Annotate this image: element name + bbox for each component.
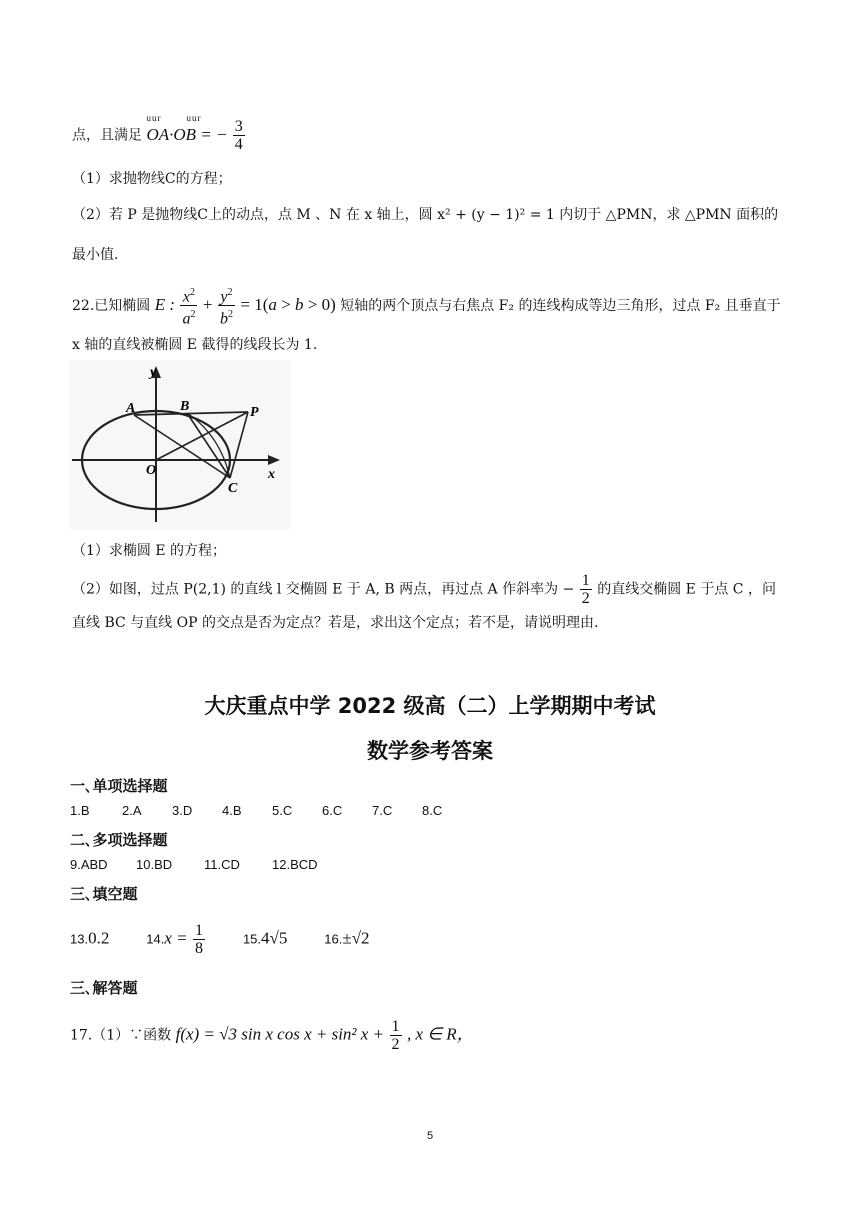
fraction-denominator: 2	[391, 1036, 400, 1053]
multi-answer: 9.ABD	[70, 857, 108, 872]
q21-condition-line	[72, 112, 246, 153]
q21-dot-product: OA·OB = −	[146, 124, 228, 144]
fill-16-value: ±√2	[342, 928, 370, 948]
mc-answer: 5.C	[272, 803, 293, 818]
section-solutions: 三､解答题	[70, 979, 138, 997]
fraction-y2-b2: $\frac{y^2}{b^2}$	[218, 284, 235, 328]
section-fill-blank: 三､填空题	[70, 885, 138, 903]
multi-answer: 10.BD	[136, 857, 173, 872]
fraction-three-quarters	[233, 118, 245, 153]
fraction-x2-a2: $\frac{x^2}{a^2}$	[180, 284, 197, 328]
q21-condition-prefix: 点，且满足	[72, 127, 142, 144]
section-single-choice: 一､单项选择题	[70, 777, 168, 795]
q21-vector-equation	[146, 112, 231, 144]
fraction-one-half	[390, 1018, 402, 1053]
q22-line2: x 轴的直线被椭圆 E 截得的线段长为 1.	[72, 337, 318, 353]
fraction-numerator: 3	[234, 118, 243, 135]
line-AP	[134, 412, 248, 415]
label-y: y	[150, 365, 157, 380]
mc-answer: 1.B	[70, 803, 90, 818]
answer-key-title: 大庆重点中学 2022 级高（二）上学期期中考试	[204, 694, 656, 718]
line-OP	[156, 412, 248, 460]
fill-15-label: 15.	[242, 931, 262, 947]
line-BC	[187, 413, 230, 478]
page-number: 5	[426, 1130, 434, 1142]
answer-key-subtitle: 数学参考答案	[367, 739, 493, 763]
fraction-numerator: 1	[581, 572, 590, 589]
fraction-one-eighth	[193, 922, 205, 957]
label-B: B	[180, 399, 190, 414]
multi-answer: 11.CD	[204, 857, 240, 872]
fill-15-value: 4√5	[261, 928, 288, 948]
q21-part1: （1）求抛物线C的方程；	[72, 171, 232, 187]
label-C: C	[228, 481, 238, 496]
q22-part1: （1）求椭圆 E 的方程；	[72, 543, 227, 559]
vector-mark-a: uur	[146, 112, 162, 123]
label-O: O	[146, 463, 157, 478]
q22-part2-line1	[72, 572, 776, 607]
q22-suffix: 短轴的两个顶点与右焦点 F₂ 的连线构成等边三角形，过点 F₂ 且垂直于	[340, 297, 781, 314]
q22-part2-text-b: 的直线交椭圆 E 于点 C ，问	[597, 581, 776, 598]
ellipse-figure	[70, 360, 290, 530]
label-x: x	[268, 467, 275, 482]
mc-answer: 6.C	[322, 803, 343, 818]
section-multi-choice: 二､多项选择题	[70, 831, 168, 849]
fraction-denominator: 2	[581, 590, 590, 607]
fill-16-label: 16.	[324, 931, 343, 947]
fill-14-value: x =	[164, 928, 188, 948]
multi-answer: 12.BCD	[272, 857, 318, 872]
fill-answers	[70, 922, 370, 957]
q17-suffix: , x ∈ R，	[406, 1024, 474, 1044]
q21-part2-line1: （2）若 P 是抛物线C上的动点，点 M 、N 在 x 轴上，圆 x² + (y − 1)² = 1 内切于 △PMN，求 △PMN 面积的	[72, 207, 779, 223]
fraction-denominator: 4	[234, 136, 243, 153]
mc-answer: 7.C	[372, 803, 393, 818]
mc-answer: 8.C	[422, 803, 443, 818]
ellipse-name: E :	[154, 294, 176, 314]
fill-13-label: 13.	[70, 931, 89, 947]
fraction-numerator: 1	[195, 922, 204, 939]
q17-prefix: 17.（1）∵函数	[70, 1027, 172, 1044]
q21-part2-line2: 最小值.	[72, 247, 119, 263]
q22-prefix: 22.已知椭圆	[72, 297, 151, 314]
mc-answer: 3.D	[172, 803, 193, 818]
fraction-denominator: 8	[195, 940, 204, 957]
q22-part2-text-a: （2）如图，过点 P(2,1) 的直线 l 交椭圆 E 于 A, B 两点，再过点 A 作斜率为 −	[72, 581, 575, 598]
mc-answer: 2.A	[122, 803, 142, 818]
q17-function: f(x) = √3 sin x cos x + sin² x +	[175, 1024, 385, 1044]
fill-13-value: 0.2	[88, 928, 110, 948]
label-A: A	[126, 401, 136, 416]
label-P: P	[250, 405, 259, 420]
q22-line1: 22.已知椭圆 E : $\frac{x^2}{a^2}$ + $\frac{y^2}{b^2}$ = 1(a > b > 0) 短轴的两个顶点与右焦点 F₂ 的连线构成等边三角形，过点 F₂ 且垂直于	[72, 284, 781, 328]
fraction-one-half	[580, 572, 592, 607]
mc-answer: 4.B	[222, 803, 242, 818]
ellipse-diagram	[70, 360, 290, 530]
q22-part2-line2: 直线 BC 与直线 OP 的交点是否为定点？若是，求出这个定点；若不是，请说明理由.	[72, 615, 599, 631]
vector-mark-b: uur	[186, 112, 202, 123]
line-PC	[230, 412, 248, 478]
q17-line	[70, 1018, 474, 1053]
x-axis-arrow	[268, 455, 280, 465]
fill-14-label: 14.	[146, 931, 165, 947]
fraction-numerator: 1	[391, 1018, 400, 1035]
